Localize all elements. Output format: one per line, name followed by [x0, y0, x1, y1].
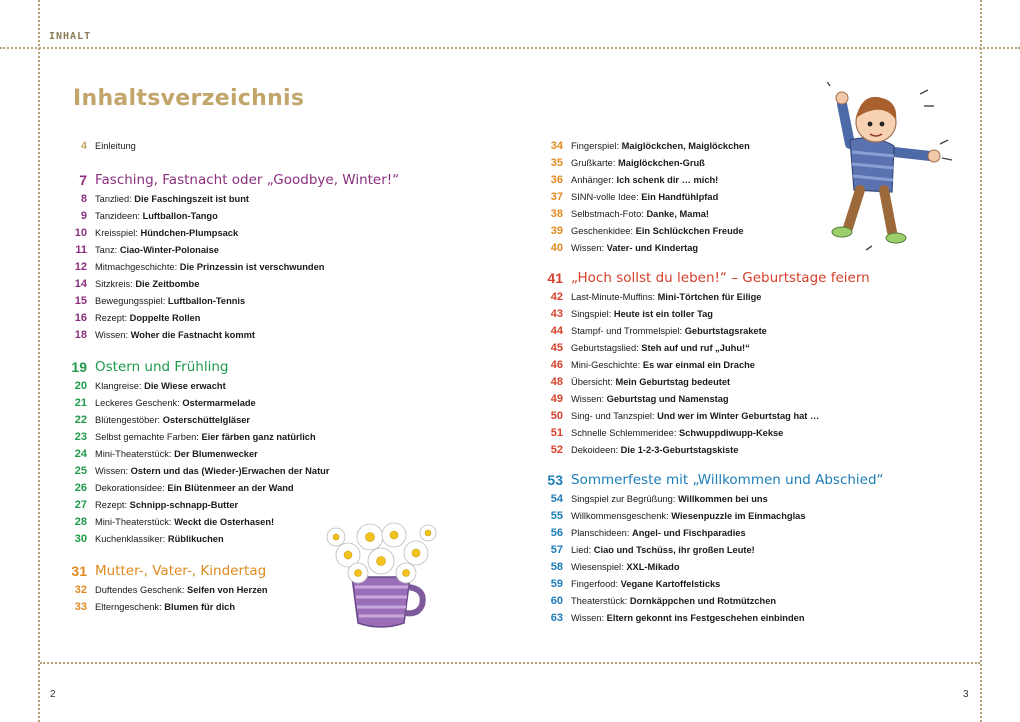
entry-text — [95, 242, 219, 259]
entry-title: Mein Geburtstag bedeutet — [615, 377, 731, 387]
toc-entry[interactable] — [546, 374, 846, 391]
toc-entry[interactable] — [70, 242, 450, 259]
entry-text — [571, 357, 755, 374]
entry-type-label: Wiesenspiel: — [571, 562, 624, 572]
toc-entry[interactable] — [546, 223, 846, 240]
entry-type-label: Tanzideen: — [95, 211, 140, 221]
toc-entry[interactable] — [546, 508, 846, 525]
entry-title: Ostermarmelade — [182, 398, 256, 408]
toc-entry[interactable] — [546, 323, 846, 340]
entry-text — [95, 225, 238, 242]
entry-page-number: 37 — [550, 191, 563, 203]
entry-page-number: 54 — [550, 493, 563, 505]
entry-type-label: Singspiel zur Begrüßung: — [571, 494, 676, 504]
section-page-number: 53 — [547, 472, 563, 488]
entry-text — [95, 412, 250, 429]
section-title: Ostern und Frühling — [95, 359, 229, 375]
entry-text — [571, 391, 729, 408]
entry-type-label: Mini-Theaterstück: — [95, 449, 172, 459]
toc-entry[interactable] — [546, 138, 846, 155]
entry-text — [95, 497, 238, 514]
entry-text — [571, 323, 767, 340]
entry-page-number: 34 — [550, 140, 563, 152]
entry-title: Und wer im Winter Geburtstag hat … — [657, 411, 820, 421]
toc-entry[interactable] — [70, 378, 450, 395]
entry-type-label: Theaterstück: — [571, 596, 628, 606]
boy-icon — [832, 92, 940, 243]
entry-title: Ich schenk dir … mich! — [616, 175, 719, 185]
toc-entry[interactable] — [70, 225, 450, 242]
entry-text — [571, 491, 768, 508]
entry-text — [571, 240, 698, 257]
entry-title: Mini-Törtchen für Eilige — [657, 292, 762, 302]
entry-type-label: Mitmachgeschichte: — [95, 262, 178, 272]
entry-text — [571, 576, 720, 593]
entry-type-label: Sing- und Tanzspiel: — [571, 411, 655, 421]
entry-page-number: 49 — [550, 393, 563, 405]
toc-entry[interactable] — [70, 429, 450, 446]
cup-icon — [352, 577, 423, 627]
toc-entry[interactable] — [546, 425, 846, 442]
entry-text — [571, 172, 718, 189]
entry-title: Schwuppdiwupp-Kekse — [679, 428, 784, 438]
entry-page-number: 55 — [550, 510, 563, 522]
entry-text — [571, 223, 744, 240]
entry-title: Es war einmal ein Drache — [642, 360, 755, 370]
entry-type-label: Mini-Theaterstück: — [95, 517, 172, 527]
entry-text — [571, 425, 783, 442]
toc-entry[interactable] — [546, 189, 846, 206]
entry-type-label: Fingerspiel: — [571, 141, 620, 151]
entry-page-number: 23 — [74, 431, 87, 443]
toc-entry[interactable] — [70, 463, 450, 480]
entry-title: XXL-Mikado — [626, 562, 680, 572]
entry-title: Dornkäppchen und Rotmützchen — [629, 596, 777, 606]
toc-entry[interactable] — [70, 138, 450, 155]
entry-page-number: 60 — [550, 595, 563, 607]
entry-text — [571, 408, 819, 425]
entry-type-label: Geburtstagslied: — [571, 343, 639, 353]
entry-text — [95, 463, 329, 480]
entry-title: Blumen für dich — [164, 602, 236, 612]
entry-type-label: Rezept: — [95, 313, 128, 323]
entry-title: Ostern und das (Wieder-)Erwachen der Natur — [130, 466, 330, 476]
entry-text — [95, 480, 294, 497]
section-page-number: 31 — [71, 563, 87, 579]
entry-page-number: 42 — [550, 291, 563, 303]
entry-page-number: 48 — [550, 376, 563, 388]
entry-type-label: Selbst gemachte Farben: — [95, 432, 199, 442]
toc-entry[interactable] — [546, 340, 846, 357]
entry-page-number: 39 — [550, 225, 563, 237]
toc-entry[interactable] — [70, 412, 450, 429]
entry-title: Maiglöckchen-Gruß — [618, 158, 705, 168]
left-margin-line — [38, 0, 40, 722]
entry-title: Hündchen-Plumpsack — [140, 228, 239, 238]
section-title: Fasching, Fastnacht oder „Goodbye, Winter!“ — [95, 172, 400, 188]
toc-entry[interactable] — [70, 276, 450, 293]
toc-entry[interactable] — [70, 310, 450, 327]
entry-title: Ciao-Winter-Polonaise — [119, 245, 219, 255]
entry-title: Ein Handfühlpfad — [641, 192, 719, 202]
entry-text — [95, 514, 274, 531]
toc-entry[interactable] — [546, 491, 846, 508]
entry-title: Weckt die Osterhasen! — [174, 517, 275, 527]
toc-entry[interactable] — [546, 155, 846, 172]
entry-type-label: Rezept: — [95, 500, 128, 510]
entry-page-number: 43 — [550, 308, 563, 320]
entry-page-number: 59 — [550, 578, 563, 590]
entry-page-number: 32 — [74, 584, 87, 596]
entry-type-label: Wissen: — [571, 394, 605, 404]
toc-entry[interactable] — [70, 191, 450, 208]
header-divider — [0, 47, 1020, 49]
section-entries — [546, 491, 846, 627]
entry-type-label: Wissen: — [95, 466, 129, 476]
entry-type-label: Übersicht: — [571, 377, 613, 387]
entry-text — [571, 542, 755, 559]
entry-title: Angel- und Fischparadies — [632, 528, 746, 538]
page-number-left: 2 — [50, 689, 56, 700]
toc-entry[interactable] — [546, 559, 846, 576]
entry-text — [95, 599, 235, 616]
toc-section-heading[interactable] — [70, 356, 450, 378]
entry-text — [95, 276, 199, 293]
section-header-label: INHALT — [49, 31, 92, 42]
section-page-number: 41 — [547, 270, 563, 286]
entry-text — [95, 429, 316, 446]
entry-title: Geburtstagsrakete — [684, 326, 767, 336]
entry-type-label: Elterngeschenk: — [95, 602, 162, 612]
entry-type-label: Blütengestöber: — [95, 415, 161, 425]
entry-text: Einleitung — [95, 141, 136, 151]
entry-page-number: 20 — [74, 380, 87, 392]
entry-text — [571, 610, 805, 627]
toc-entry[interactable] — [546, 442, 846, 459]
entry-page-number: 46 — [550, 359, 563, 371]
toc-section-heading[interactable] — [70, 169, 450, 191]
entry-title: Luftballon-Tango — [142, 211, 218, 221]
entry-text — [95, 378, 226, 395]
entry-page-number: 35 — [550, 157, 563, 169]
toc-entry[interactable] — [546, 593, 846, 610]
entry-type-label: Duftendes Geschenk: — [95, 585, 185, 595]
toc-entry[interactable] — [70, 208, 450, 225]
section-entries — [546, 138, 846, 257]
entry-page-number: 9 — [80, 210, 87, 222]
entry-text — [95, 259, 324, 276]
entry-type-label: Bewegungsspiel: — [95, 296, 166, 306]
entry-text — [571, 508, 806, 525]
entry-page-number: 12 — [74, 261, 87, 273]
entry-title: Eltern gekonnt ins Festgeschehen einbinden — [606, 613, 805, 623]
entry-type-label: Schnelle Schlemmeridee: — [571, 428, 677, 438]
entry-title: Rüblikuchen — [167, 534, 224, 544]
entry-title: Schnipp-schnapp-Butter — [129, 500, 239, 510]
entry-title: Woher die Fastnacht kommt — [130, 330, 255, 340]
toc-entry[interactable] — [70, 327, 450, 344]
entry-text — [95, 395, 256, 412]
entry-type-label: Kreisspiel: — [95, 228, 138, 238]
entry-type-label: Lied: — [571, 545, 592, 555]
entry-text — [571, 340, 750, 357]
daisy-cup-illustration — [318, 515, 446, 635]
toc-entry[interactable] — [546, 289, 846, 306]
entry-page-number: 44 — [550, 325, 563, 337]
entry-title: Luftballon-Tennis — [167, 296, 246, 306]
entry-title: Doppelte Rollen — [129, 313, 201, 323]
entry-text — [95, 446, 258, 463]
entry-page-number: 15 — [74, 295, 87, 307]
toc-entry[interactable] — [70, 293, 450, 310]
section-entries — [546, 289, 846, 459]
entry-page-number: 18 — [74, 329, 87, 341]
entry-text — [95, 582, 268, 599]
entry-title: Die Faschingszeit ist bunt — [134, 194, 249, 204]
entry-type-label: Geschenkidee: — [571, 226, 634, 236]
entry-page-number: 51 — [550, 427, 563, 439]
entry-type-label: Tanz: — [95, 245, 118, 255]
entry-page-number: 57 — [550, 544, 563, 556]
entry-type-label: Willkommensgeschenk: — [571, 511, 669, 521]
entry-title: Ein Blütenmeer an der Wand — [167, 483, 294, 493]
entry-page-number: 50 — [550, 410, 563, 422]
entry-title: Eier färben ganz natürlich — [201, 432, 316, 442]
jumping-boy-illustration — [812, 82, 962, 252]
entry-title: Wiesenpuzzle im Einmachglas — [671, 511, 806, 521]
entry-type-label: Singspiel: — [571, 309, 612, 319]
entry-type-label: SINN-volle Idee: — [571, 192, 639, 202]
entry-page-number: 52 — [550, 444, 563, 456]
entry-type-label: Planschideen: — [571, 528, 630, 538]
entry-page-number: 14 — [74, 278, 87, 290]
toc-entry[interactable] — [546, 610, 846, 627]
entry-page-number: 56 — [550, 527, 563, 539]
entry-title: Die 1-2-3-Geburtstagskiste — [620, 445, 739, 455]
entry-text — [571, 189, 718, 206]
entry-text — [571, 206, 709, 223]
entry-page-number: 27 — [74, 499, 87, 511]
entry-title: Ein Schlückchen Freude — [635, 226, 744, 236]
entry-page-number: 16 — [74, 312, 87, 324]
toc-entry[interactable] — [546, 576, 846, 593]
toc-entry[interactable] — [546, 206, 846, 223]
toc-entry[interactable] — [546, 408, 846, 425]
entry-title: Der Blumenwecker — [174, 449, 258, 459]
entry-text — [571, 559, 680, 576]
entry-text — [571, 155, 705, 172]
entry-type-label: Mini-Geschichte: — [571, 360, 641, 370]
entry-text — [95, 293, 245, 310]
entry-type-label: Fingerfood: — [571, 579, 619, 589]
toc-entry[interactable] — [70, 497, 450, 514]
entry-type-label: Wissen: — [571, 613, 605, 623]
entry-text — [571, 525, 746, 542]
entry-page-number: 33 — [74, 601, 87, 613]
entry-page-number: 21 — [74, 397, 87, 409]
toc-entry[interactable] — [70, 259, 450, 276]
toc-entry[interactable] — [70, 395, 450, 412]
entry-page-number: 24 — [74, 448, 87, 460]
entry-page-number: 25 — [74, 465, 87, 477]
entry-text — [571, 289, 761, 306]
footer-divider — [40, 662, 980, 664]
entry-text — [95, 327, 255, 344]
toc-entry[interactable] — [546, 240, 846, 257]
entry-page-number: 22 — [74, 414, 87, 426]
entry-title: Geburtstag und Namenstag — [606, 394, 729, 404]
entry-title: Vater- und Kindertag — [606, 243, 699, 253]
entry-page-number: 38 — [550, 208, 563, 220]
toc-entry[interactable] — [546, 542, 846, 559]
entry-type-label: Anhänger: — [571, 175, 614, 185]
entry-type-label: Wissen: — [95, 330, 129, 340]
entry-type-label: Grußkarte: — [571, 158, 616, 168]
entry-page-number: 26 — [74, 482, 87, 494]
entry-text — [571, 306, 713, 323]
entry-type-label: Last-Minute-Muffins: — [571, 292, 656, 302]
entry-title: Heute ist ein toller Tag — [613, 309, 713, 319]
entry-type-label: Dekorationsidee: — [95, 483, 165, 493]
section-title: Mutter-, Vater-, Kindertag — [95, 563, 267, 579]
entry-page-number: 45 — [550, 342, 563, 354]
entry-title: Die Zeitbombe — [135, 279, 200, 289]
entry-page-number: 40 — [550, 242, 563, 254]
entry-title: Seifen von Herzen — [187, 585, 268, 595]
toc-entry[interactable] — [546, 357, 846, 374]
entry-title: Ciao und Tschüss, ihr großen Leute! — [593, 545, 755, 555]
toc-entry[interactable] — [546, 172, 846, 189]
entry-page-number: 28 — [74, 516, 87, 528]
right-margin-line — [980, 0, 982, 722]
entry-page-number: 58 — [550, 561, 563, 573]
page-number-right: 3 — [963, 689, 969, 700]
entry-title: Die Wiese erwacht — [144, 381, 226, 391]
entry-page-number: 11 — [75, 244, 87, 256]
entry-title: Die Prinzessin ist verschwunden — [179, 262, 325, 272]
entry-text — [571, 593, 776, 610]
entry-page-number: 30 — [74, 533, 87, 545]
entry-text — [95, 208, 218, 225]
entry-type-label: Dekoideen: — [571, 445, 619, 455]
toc-entry[interactable] — [70, 480, 450, 497]
section-title: „Hoch sollst du leben!“ – Geburtstage feiern — [571, 270, 870, 286]
entry-title: Osterschüttelgläser — [162, 415, 251, 425]
entry-title: Maiglöckchen, Maiglöckchen — [621, 141, 750, 151]
section-entries — [70, 191, 450, 344]
entry-type-label: Klangreise: — [95, 381, 142, 391]
toc-entry[interactable] — [546, 306, 846, 323]
entry-title: Willkommen bei uns — [677, 494, 768, 504]
section-page-number: 7 — [79, 172, 87, 188]
toc-entry[interactable] — [546, 391, 846, 408]
entry-text — [95, 531, 224, 548]
entry-type-label: Wissen: — [571, 243, 605, 253]
entry-title: Vegane Kartoffelsticks — [620, 579, 721, 589]
entry-text — [571, 374, 730, 391]
entry-type-label: Leckeres Geschenk: — [95, 398, 180, 408]
toc-entry[interactable] — [70, 446, 450, 463]
entry-text — [95, 310, 200, 327]
entry-type-label: Tanzlied: — [95, 194, 132, 204]
entry-type-label: Kuchenklassiker: — [95, 534, 166, 544]
toc-section-heading[interactable] — [546, 469, 884, 491]
entry-title: Steh auf und ruf „Juhu!“ — [641, 343, 750, 353]
entry-page-number: 4 — [80, 140, 87, 152]
toc-right-column — [546, 138, 884, 627]
entry-text — [571, 442, 738, 459]
entry-type-label: Stampf- und Trommelspiel: — [571, 326, 683, 336]
section-page-number: 19 — [71, 359, 87, 375]
entry-page-number: 63 — [550, 612, 563, 624]
entry-title: Danke, Mama! — [646, 209, 709, 219]
page-title: Inhaltsverzeichnis — [73, 86, 305, 111]
entry-text — [95, 191, 249, 208]
entry-page-number: 36 — [550, 174, 563, 186]
entry-page-number: 8 — [80, 193, 87, 205]
section-title: Sommerfeste mit „Willkommen und Abschied“ — [571, 472, 884, 488]
entry-page-number: 10 — [74, 227, 87, 239]
toc-section-heading[interactable] — [546, 267, 870, 289]
toc-entry[interactable] — [546, 525, 846, 542]
entry-type-label: Sitzkreis: — [95, 279, 133, 289]
entry-type-label: Selbstmach-Foto: — [571, 209, 644, 219]
entry-text — [571, 138, 750, 155]
